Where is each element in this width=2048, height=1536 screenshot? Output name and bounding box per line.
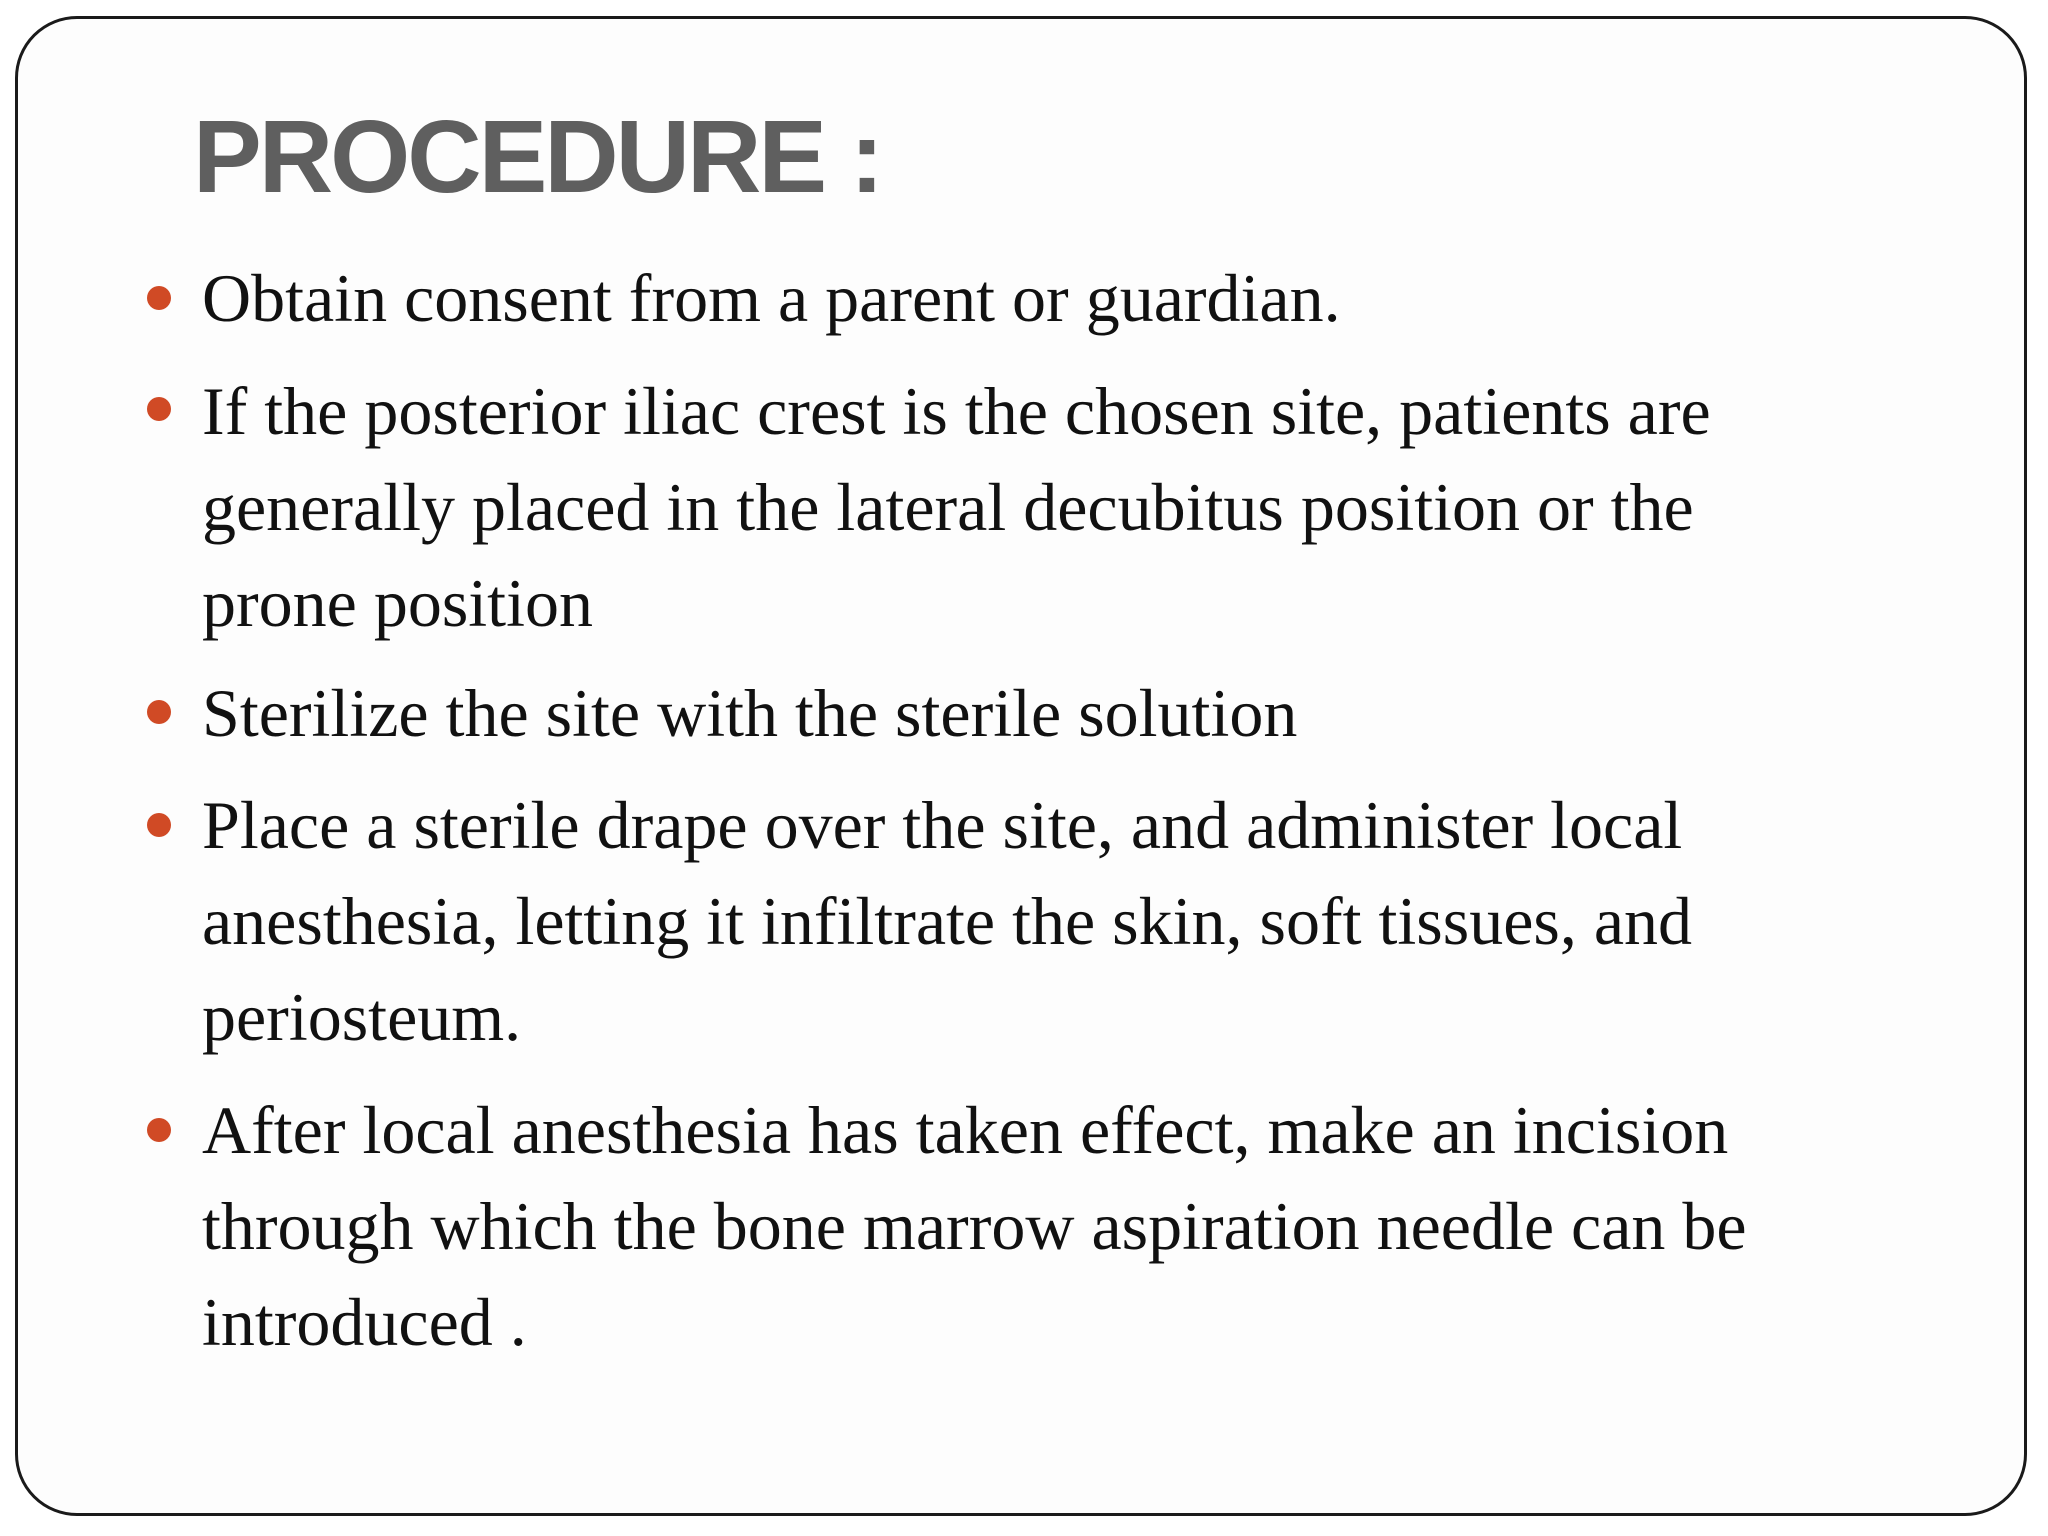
bullet-text: After local anesthesia has taken effect, make an incision through which the bone marrow aspiration needle can be introduced .	[202, 1092, 1747, 1360]
bullet-icon	[147, 397, 171, 421]
bullet-text: Place a sterile drape over the site, and administer local anesthesia, letting it infiltrate the skin, soft tissues, and periosteum.	[202, 787, 1693, 1055]
bullet-text: Sterilize the site with the sterile solution	[202, 675, 1298, 751]
bullet-icon	[147, 286, 171, 310]
bullet-icon	[147, 813, 171, 837]
bullet-text: Obtain consent from a parent or guardian.	[202, 260, 1341, 336]
bullet-icon	[147, 700, 171, 724]
bullet-text: If the posterior iliac crest is the chosen site, patients are generally placed in the lateral decubitus position or the prone position	[202, 373, 1711, 641]
bullet-icon	[147, 1118, 171, 1142]
slide-title: PROCEDURE :	[193, 99, 882, 214]
